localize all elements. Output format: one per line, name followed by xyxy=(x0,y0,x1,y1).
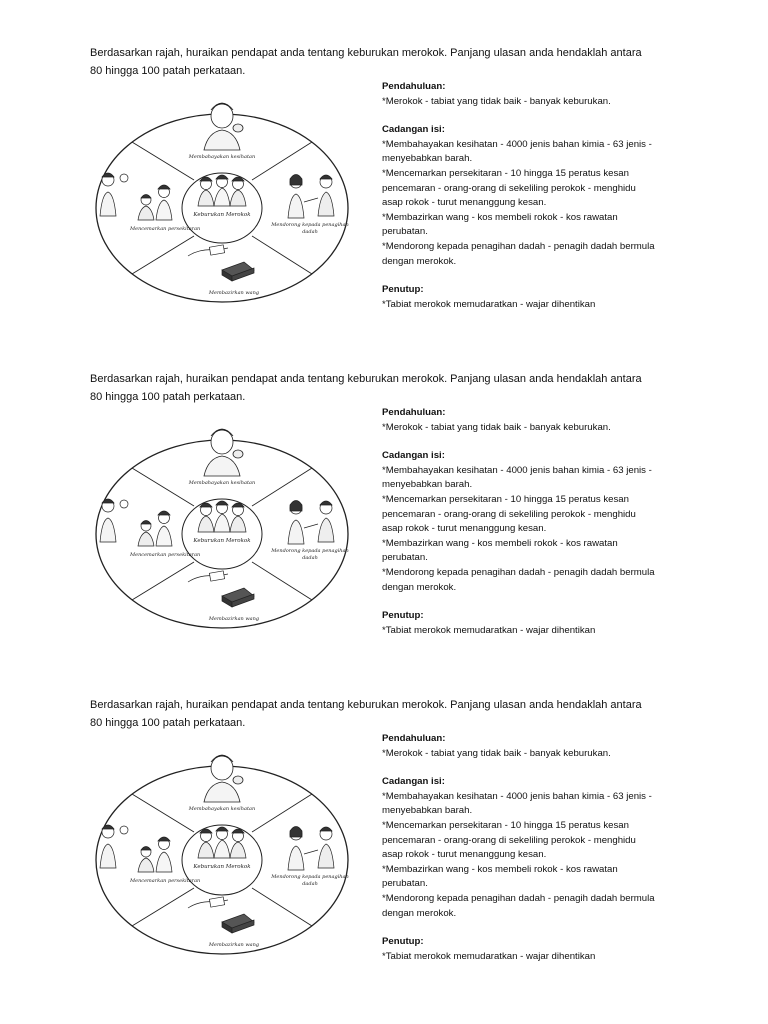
answer-notes xyxy=(382,406,678,638)
intro-heading: Pendahuluan: xyxy=(382,81,446,92)
three-people-illustration xyxy=(198,501,246,532)
question-text xyxy=(90,370,690,406)
point-line: *Mendorong kepada penagihan dadah - penagih dadah bermula xyxy=(382,240,655,252)
point-line: pencemaran - orang-orang di sekeliling perokok - menghidu xyxy=(382,182,636,194)
intro-text: *Merokok - tabiat yang tidak baik - banyak keburukan. xyxy=(382,421,611,433)
intro-text: *Merokok - tabiat yang tidak baik - banyak keburukan. xyxy=(382,747,611,759)
intro-heading: Pendahuluan: xyxy=(382,407,446,418)
intro-heading: Pendahuluan: xyxy=(382,733,446,744)
point-line: perubatan. xyxy=(382,226,428,238)
caption-right-2: dadah xyxy=(302,881,318,887)
point-line: *Membahayakan kesihatan - 4000 jenis bahan kimia - 63 jenis - xyxy=(382,464,652,476)
body-heading: Cadangan isi: xyxy=(382,124,445,136)
caption-center: Keburukan Merokok xyxy=(193,864,251,870)
point-line: perubatan. xyxy=(382,552,428,564)
caption-right-2: dadah xyxy=(302,229,318,235)
closing-text: *Tabiat merokok memudaratkan - wajar dihentikan xyxy=(382,624,596,636)
mind-map-svg xyxy=(92,404,364,644)
point-line: *Membazirkan wang - kos membeli rokok - kos rawatan xyxy=(382,537,618,549)
caption-bottom: Membazirkan wang xyxy=(208,942,260,948)
point-line: *Membazirkan wang - kos membeli rokok - kos rawatan xyxy=(382,211,618,223)
mind-map-svg xyxy=(92,78,364,318)
caption-right: Mendorong kepada penagihan xyxy=(271,222,349,228)
divider-line xyxy=(132,142,194,180)
caption-center: Keburukan Merokok xyxy=(193,538,251,544)
question-line: 80 hingga 100 patah perkataan. xyxy=(90,391,246,403)
point-line: *Mendorong kepada penagihan dadah - penagih dadah bermula xyxy=(382,892,655,904)
point-line: perubatan. xyxy=(382,878,428,890)
caption-center: Keburukan Merokok xyxy=(193,212,251,218)
three-people-illustration xyxy=(198,175,246,206)
point-line: asap rokok - turut menanggung kesan. xyxy=(382,523,547,535)
divider-line xyxy=(132,562,194,600)
point-line: *Membahayakan kesihatan - 4000 jenis bahan kimia - 63 jenis - xyxy=(382,790,652,802)
closing-text: *Tabiat merokok memudaratkan - wajar dihentikan xyxy=(382,950,596,962)
point-line: dengan merokok. xyxy=(382,581,457,593)
person-coughing-illustration xyxy=(204,103,243,150)
person-coughing-illustration xyxy=(204,429,243,476)
person-coughing-illustration xyxy=(204,755,243,802)
exercise-block xyxy=(0,370,768,690)
drug-addiction-illustration xyxy=(288,501,334,545)
drug-addiction-illustration xyxy=(288,175,334,219)
question-line: Berdasarkan rajah, huraikan pendapat anda tentang keburukan merokok. Panjang ulasan anda hendaklah antara xyxy=(90,47,642,59)
body-heading: Cadangan isi: xyxy=(382,776,445,788)
caption-top: Membahayakan kesihatan xyxy=(188,480,256,486)
point-line: *Mencemarkan persekitaran - 10 hingga 15 peratus kesan xyxy=(382,819,629,831)
caption-right: Mendorong kepada penagihan xyxy=(271,874,349,880)
closing-heading: Penutup: xyxy=(382,936,424,948)
family-illustration xyxy=(100,825,172,872)
mind-map-svg xyxy=(92,730,364,970)
divider-line xyxy=(252,468,312,506)
point-line: *Membazirkan wang - kos membeli rokok - kos rawatan xyxy=(382,863,618,875)
point-line: menyebabkan barah. xyxy=(382,479,473,491)
mind-map-diagram xyxy=(92,78,364,318)
caption-bottom: Membazirkan wang xyxy=(208,290,260,296)
question-line: Berdasarkan rajah, huraikan pendapat anda tentang keburukan merokok. Panjang ulasan anda hendaklah antara xyxy=(90,699,642,711)
question-line: 80 hingga 100 patah perkataan. xyxy=(90,717,246,729)
answer-notes xyxy=(382,80,678,312)
family-illustration xyxy=(100,499,172,546)
caption-left: Mencemarkan persekitaran xyxy=(130,552,201,558)
caption-right: Mendorong kepada penagihan xyxy=(271,548,349,554)
divider-line xyxy=(132,888,194,926)
body-heading: Cadangan isi: xyxy=(382,450,445,462)
caption-left: Mencemarkan persekitaran xyxy=(130,226,201,232)
family-illustration xyxy=(100,173,172,220)
question-line: 80 hingga 100 patah perkataan. xyxy=(90,65,246,77)
question-text xyxy=(90,44,690,80)
point-line: pencemaran - orang-orang di sekeliling perokok - menghidu xyxy=(382,508,636,520)
closing-text: *Tabiat merokok memudaratkan - wajar dihentikan xyxy=(382,298,596,310)
divider-line xyxy=(252,236,312,274)
point-line: menyebabkan barah. xyxy=(382,153,473,165)
point-line: *Mencemarkan persekitaran - 10 hingga 15 peratus kesan xyxy=(382,493,629,505)
point-line: *Mendorong kepada penagihan dadah - penagih dadah bermula xyxy=(382,566,655,578)
point-line: asap rokok - turut menanggung kesan. xyxy=(382,197,547,209)
point-line: dengan merokok. xyxy=(382,907,457,919)
three-people-illustration xyxy=(198,827,246,858)
divider-line xyxy=(132,236,194,274)
caption-top: Membahayakan kesihatan xyxy=(188,806,256,812)
money-cigarette-illustration xyxy=(188,571,254,607)
divider-line xyxy=(252,888,312,926)
money-cigarette-illustration xyxy=(188,245,254,281)
divider-line xyxy=(252,142,312,180)
point-line: dengan merokok. xyxy=(382,255,457,267)
divider-line xyxy=(252,562,312,600)
money-cigarette-illustration xyxy=(188,897,254,933)
point-line: *Mencemarkan persekitaran - 10 hingga 15 peratus kesan xyxy=(382,167,629,179)
answer-notes xyxy=(382,732,678,964)
divider-line xyxy=(132,794,194,832)
closing-heading: Penutup: xyxy=(382,284,424,296)
exercise-block xyxy=(0,696,768,1016)
point-line: *Membahayakan kesihatan - 4000 jenis bahan kimia - 63 jenis - xyxy=(382,138,652,150)
mind-map-diagram xyxy=(92,404,364,644)
point-line: menyebabkan barah. xyxy=(382,805,473,817)
question-text xyxy=(90,696,690,732)
caption-bottom: Membazirkan wang xyxy=(208,616,260,622)
exercise-block xyxy=(0,44,768,364)
point-line: asap rokok - turut menanggung kesan. xyxy=(382,849,547,861)
caption-top: Membahayakan kesihatan xyxy=(188,154,256,160)
caption-right-2: dadah xyxy=(302,555,318,561)
intro-text: *Merokok - tabiat yang tidak baik - banyak keburukan. xyxy=(382,95,611,107)
mind-map-diagram xyxy=(92,730,364,970)
point-line: pencemaran - orang-orang di sekeliling perokok - menghidu xyxy=(382,834,636,846)
closing-heading: Penutup: xyxy=(382,610,424,622)
divider-line xyxy=(252,794,312,832)
question-line: Berdasarkan rajah, huraikan pendapat anda tentang keburukan merokok. Panjang ulasan anda hendaklah antara xyxy=(90,373,642,385)
drug-addiction-illustration xyxy=(288,827,334,871)
divider-line xyxy=(132,468,194,506)
caption-left: Mencemarkan persekitaran xyxy=(130,878,201,884)
